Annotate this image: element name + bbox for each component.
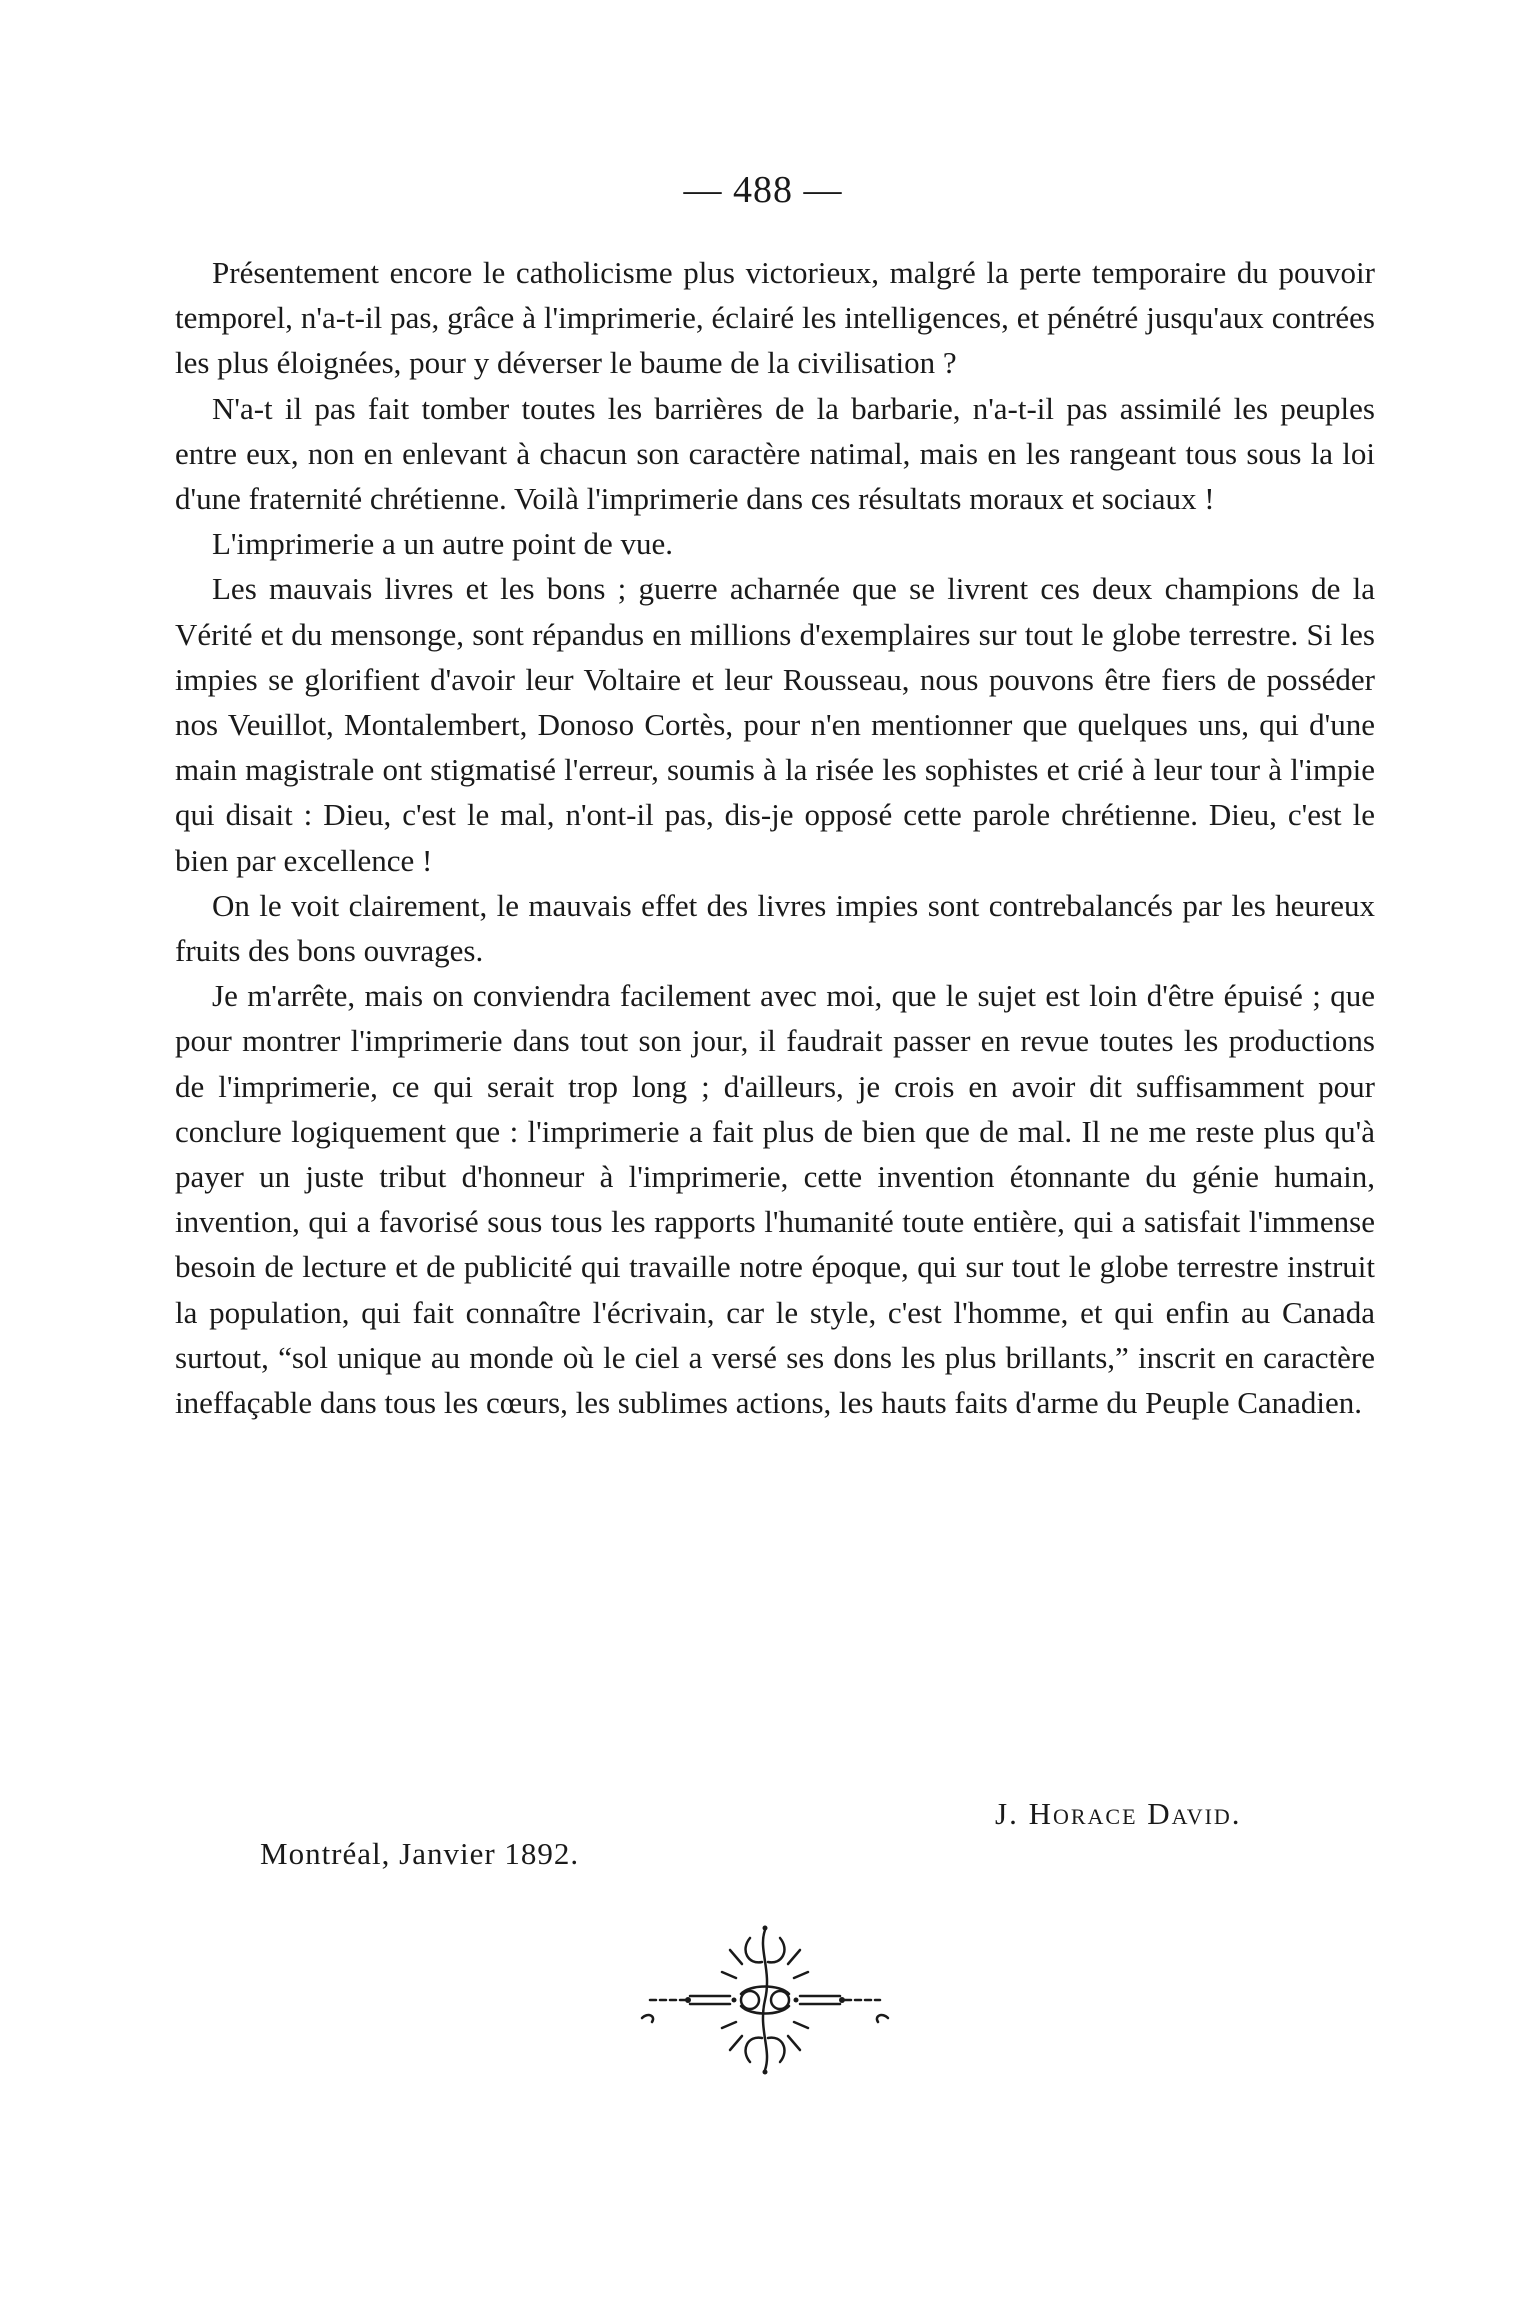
paragraph: L'imprimerie a un autre point de vue. [212,526,673,562]
paragraph: N'a-t il pas fait tomber toutes les barrières de la barbarie, n'a-t-il pas assimilé les peuples entre eux, non en enlevant à chacun son caractère natimal, mais en les rangeant tous sous la loi d'une fraternité chrétienne. Voilà l'imprimerie dans ces résultats moraux et sociaux ! [175,390,1375,517]
fleuron-ornament-icon [630,1920,900,2080]
paragraph: On le voit clairement, le mauvais effet des livres impies sont contrebalancés par les heureux fruits des bons ouvrages. [175,887,1375,969]
author-signature: J. Horace David. [995,1796,1242,1831]
paragraph: Je m'arrête, mais on conviendra facilement avec moi, que le sujet est loin d'être épuisé ; que pour montrer l'imprimerie dans tout son jour, il faudrait passer en revue toutes les productions de l'imprimerie, ce qui serait trop long ; d'ailleurs, je crois en avoir dit suffisamment pour conclure logiquement que : l'imprimerie a fait plus de bien que de mal. Il ne me reste plus qu'à payer un juste tribut d'honneur à l'imprimerie, cette invention étonnante du génie humain, invention, qui a favorisé sous tous les rapports l'humanité toute entière, qui a satisfait l'immense besoin de lecture et de publicité qui travaille notre époque, qui sur tout le globe terrestre instruit la population, qui fait connaître l'écrivain, car le style, c'est l'homme, et qui enfin au Canada surtout, “sol unique au monde où le ciel a versé ses dons les plus brillants,” inscrit en caractère ineffaçable dans tous les cœurs, les sublimes actions, les hauts faits d'arme du Peuple Canadien. [175,978,1375,1421]
paragraph: Les mauvais livres et les bons ; guerre acharnée que se livrent ces deux champions de la Vérité et du mensonge, sont répandus en millions d'exemplaires sur tout le globe terrestre. Si les impies se glorifient d'avoir leur Voltaire et leur Rousseau, nous pouvons être fiers de posséder nos Veuillot, Montalembert, Donoso Cortès, pour n'en mentionner que quelques uns, qui d'une main magistrale ont stigmatisé l'erreur, soumis à la risée les sophistes et crié à leur tour à l'impie qui disait : Dieu, c'est le mal, n'ont-il pas, dis-je opposé cette parole chrétienne. Dieu, c'est le bien par excellence ! [175,571,1375,878]
paragraph: Présentement encore le catholicisme plus victorieux, malgré la perte temporaire du pouvoir temporel, n'a-t-il pas, grâce à l'imprimerie, éclairé les intelligences, et pénétré jusqu'aux contrées les plus éloignées, pour y déverser le baume de la civilisation ? [175,255,1375,381]
body-text [175,250,1375,1425]
dateline: Montréal, Janvier 1892. [260,1836,580,1871]
page-number: — 488 — [683,169,843,211]
